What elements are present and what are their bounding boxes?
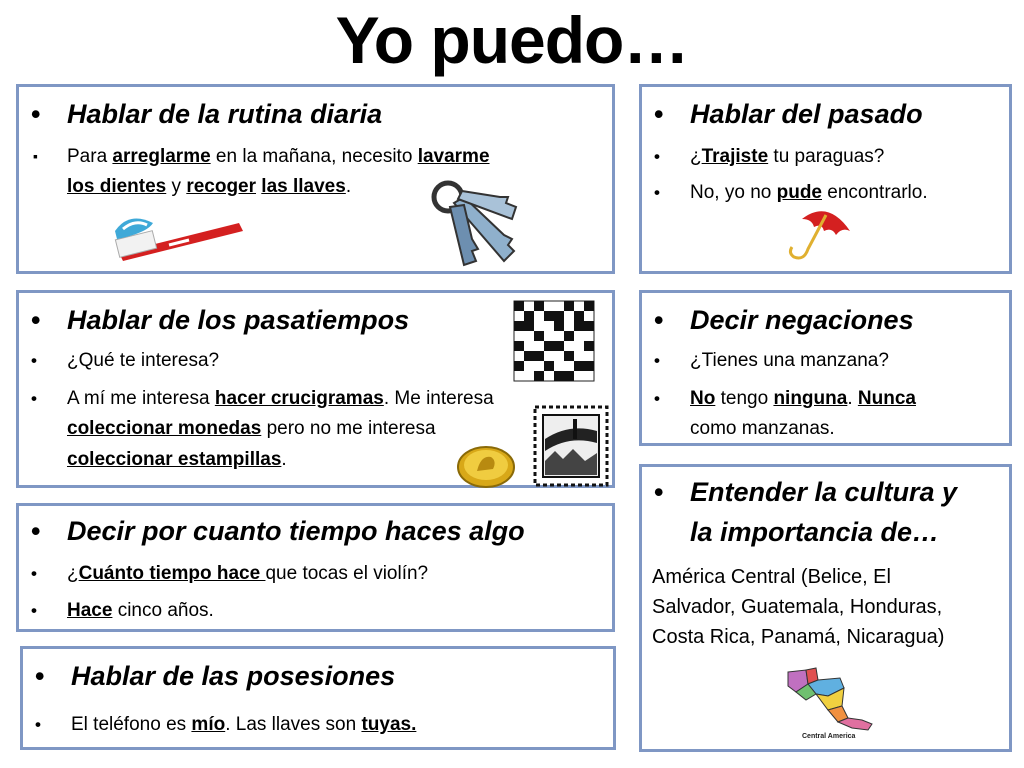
map-label: Central America: [802, 733, 856, 740]
stamp-icon: [533, 405, 609, 487]
tiempo-line-2: • Hace cinco años.: [31, 600, 214, 621]
heading-pasatiempos: • Hablar de los pasatiempos: [31, 305, 410, 335]
tiempo-line-1: • ¿Cuánto tiempo hace que tocas el violín?: [31, 563, 429, 584]
cultura-text-3: Costa Rica, Panamá, Nicaragua): [652, 626, 945, 648]
cultura-text-1: América Central (Belice, El: [652, 566, 891, 588]
heading-cultura-2: la importancia de…: [690, 517, 940, 547]
bullet: •: [31, 99, 41, 129]
square-bullet: ▪: [33, 148, 38, 164]
keys-icon: [424, 179, 524, 269]
heading-tiempo: • Decir por cuanto tiempo haces algo: [31, 516, 525, 546]
heading-negaciones: • Decir negaciones: [654, 305, 914, 335]
pasatiempos-line-3: coleccionar monedas pero no me interesa: [67, 418, 436, 439]
heading-rutina: • Hablar de la rutina diaria: [67, 95, 382, 133]
rutina-line-2: los dientes y recoger las llaves.: [67, 176, 352, 197]
heading-posesiones: • Hablar de las posesiones: [35, 661, 396, 691]
pasado-line-1: • ¿Trajiste tu paraguas?: [654, 146, 885, 167]
rutina-line-1: ▪ Para arreglarme en la mañana, necesito lavarme: [67, 141, 490, 172]
box-tiempo: [16, 503, 615, 632]
coin-icon: [455, 443, 517, 489]
toothbrush-icon: [109, 205, 249, 265]
cultura-text-2: Salvador, Guatemala, Honduras,: [652, 596, 943, 618]
box-negaciones: [639, 290, 1012, 446]
box-rutina-diaria: [16, 84, 615, 274]
box-posesiones: [20, 646, 616, 750]
page-title: Yo puedo…: [335, 3, 689, 77]
negaciones-line-3: como manzanas.: [690, 418, 835, 439]
pasatiempos-line-4: coleccionar estampillas.: [67, 449, 287, 470]
box-cultura: [639, 464, 1012, 752]
umbrella-icon: [784, 205, 854, 267]
central-america-map-icon: [782, 662, 882, 740]
pasado-line-2: • No, yo no pude encontrarlo.: [654, 182, 928, 203]
negaciones-line-1: • ¿Tienes una manzana?: [654, 350, 889, 371]
pasatiempos-line-2: • A mí me interesa hacer crucigramas. Me interesa: [31, 388, 494, 409]
crossword-icon: [514, 301, 594, 381]
box-pasado: [639, 84, 1012, 274]
pasatiempos-line-1: • ¿Qué te interesa?: [31, 350, 220, 371]
heading-pasado: • Hablar del pasado: [654, 99, 923, 129]
posesiones-line-1: • El teléfono es mío. Las llaves son tuyas.: [35, 714, 417, 735]
heading-cultura-1: • Entender la cultura y: [654, 477, 958, 507]
negaciones-line-2: • No tengo ninguna. Nunca: [654, 388, 916, 409]
box-pasatiempos: [16, 290, 615, 488]
